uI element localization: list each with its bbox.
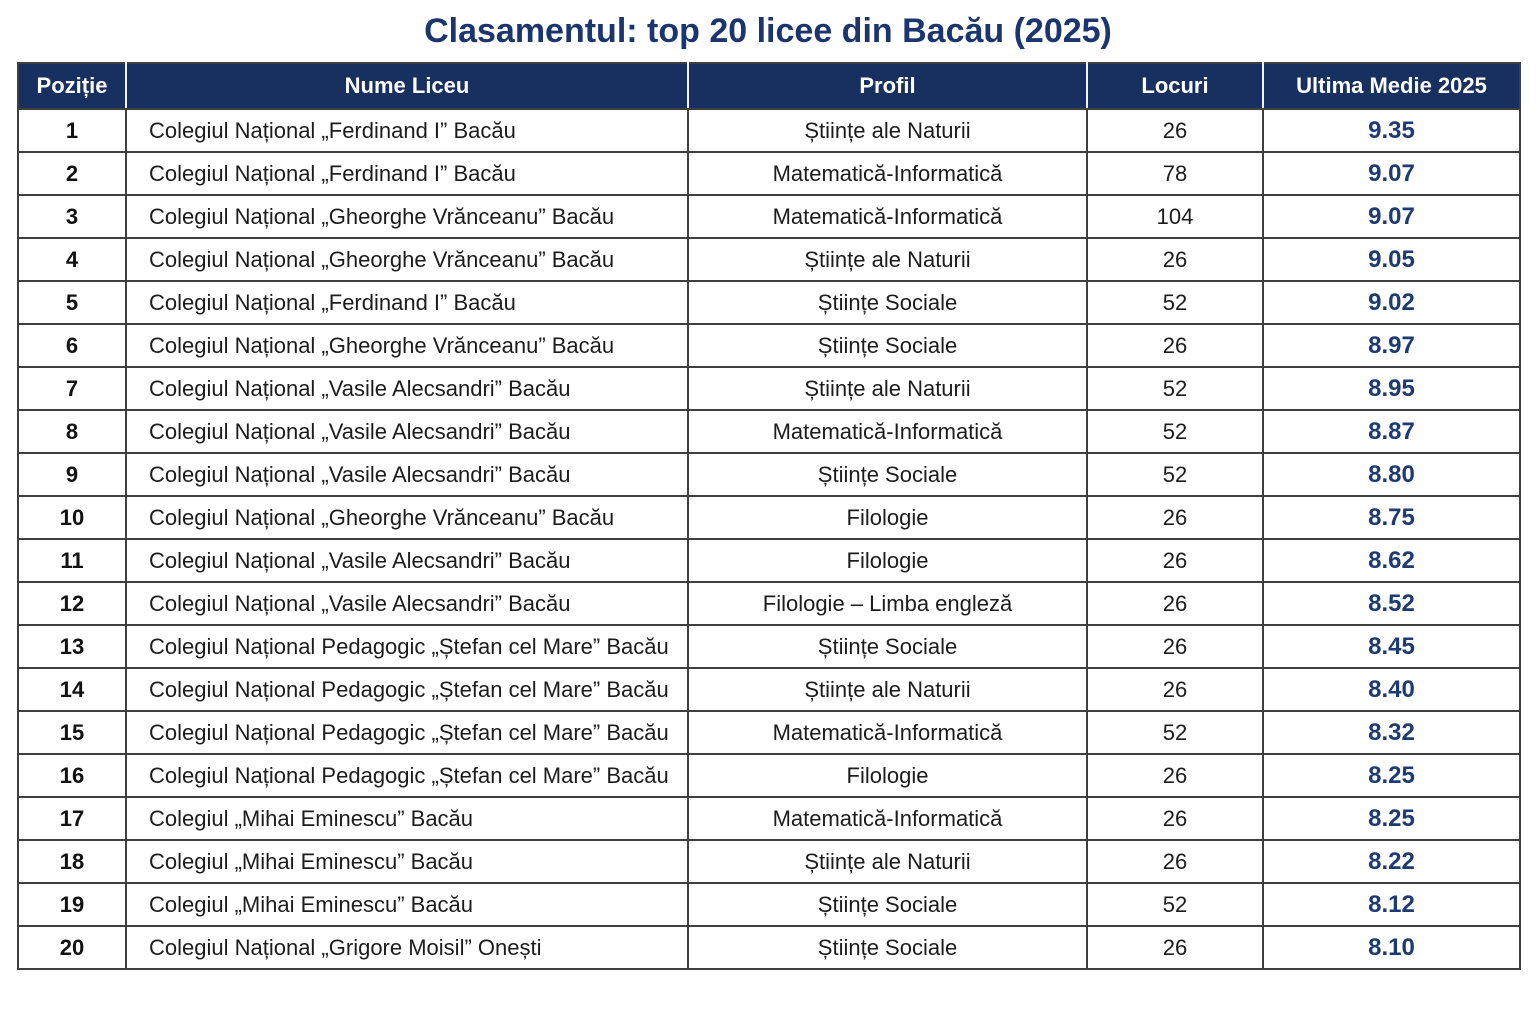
position-cell: 5 <box>18 281 126 324</box>
medie-cell: 8.40 <box>1263 668 1520 711</box>
seats-cell: 26 <box>1087 109 1263 152</box>
position-cell: 11 <box>18 539 126 582</box>
position-cell: 18 <box>18 840 126 883</box>
medie-cell: 9.05 <box>1263 238 1520 281</box>
seats-cell: 52 <box>1087 883 1263 926</box>
profile-cell: Științe ale Naturii <box>688 109 1087 152</box>
school-name-cell: Colegiul Național „Vasile Alecsandri” Bacău <box>126 539 688 582</box>
medie-cell: 8.45 <box>1263 625 1520 668</box>
profile-cell: Filologie <box>688 539 1087 582</box>
seats-cell: 52 <box>1087 281 1263 324</box>
table-row <box>18 883 1520 926</box>
seats-cell: 26 <box>1087 668 1263 711</box>
school-name-cell: Colegiul Național „Vasile Alecsandri” Bacău <box>126 453 688 496</box>
medie-cell: 8.95 <box>1263 367 1520 410</box>
position-cell: 3 <box>18 195 126 238</box>
medie-cell: 8.80 <box>1263 453 1520 496</box>
medie-cell: 8.25 <box>1263 754 1520 797</box>
table-row <box>18 195 1520 238</box>
table-row <box>18 367 1520 410</box>
profile-cell: Filologie <box>688 496 1087 539</box>
profile-cell: Științe ale Naturii <box>688 367 1087 410</box>
seats-cell: 26 <box>1087 625 1263 668</box>
table-row <box>18 582 1520 625</box>
medie-cell: 8.32 <box>1263 711 1520 754</box>
table-row <box>18 109 1520 152</box>
seats-cell: 26 <box>1087 238 1263 281</box>
table-row <box>18 410 1520 453</box>
medie-cell: 8.25 <box>1263 797 1520 840</box>
column-header-pozitie: Poziție <box>18 63 126 109</box>
profile-cell: Matematică-Informatică <box>688 410 1087 453</box>
medie-cell: 9.07 <box>1263 195 1520 238</box>
profile-cell: Filologie – Limba engleză <box>688 582 1087 625</box>
profile-cell: Științe Sociale <box>688 281 1087 324</box>
seats-cell: 52 <box>1087 410 1263 453</box>
position-cell: 14 <box>18 668 126 711</box>
position-cell: 1 <box>18 109 126 152</box>
profile-cell: Matematică-Informatică <box>688 711 1087 754</box>
table-row <box>18 238 1520 281</box>
school-name-cell: Colegiul Național „Ferdinand I” Bacău <box>126 109 688 152</box>
school-name-cell: Colegiul Național Pedagogic „Ștefan cel Mare” Bacău <box>126 668 688 711</box>
seats-cell: 26 <box>1087 496 1263 539</box>
column-header-locuri: Locuri <box>1087 63 1263 109</box>
position-cell: 7 <box>18 367 126 410</box>
position-cell: 15 <box>18 711 126 754</box>
medie-cell: 8.87 <box>1263 410 1520 453</box>
position-cell: 20 <box>18 926 126 969</box>
profile-cell: Științe Sociale <box>688 625 1087 668</box>
page-title: Clasamentul: top 20 licee din Bacău (2025) <box>424 12 1112 50</box>
school-name-cell: Colegiul Național Pedagogic „Ștefan cel Mare” Bacău <box>126 711 688 754</box>
medie-cell: 8.75 <box>1263 496 1520 539</box>
table-row <box>18 539 1520 582</box>
medie-cell: 9.07 <box>1263 152 1520 195</box>
table-row <box>18 453 1520 496</box>
seats-cell: 78 <box>1087 152 1263 195</box>
profile-cell: Matematică-Informatică <box>688 152 1087 195</box>
table-row <box>18 281 1520 324</box>
table-row <box>18 668 1520 711</box>
school-name-cell: Colegiul Național „Vasile Alecsandri” Bacău <box>126 410 688 453</box>
position-cell: 13 <box>18 625 126 668</box>
school-name-cell: Colegiul Național „Ferdinand I” Bacău <box>126 281 688 324</box>
seats-cell: 52 <box>1087 711 1263 754</box>
profile-cell: Științe Sociale <box>688 324 1087 367</box>
table-row <box>18 754 1520 797</box>
seats-cell: 26 <box>1087 926 1263 969</box>
column-header-nume-liceu: Nume Liceu <box>126 63 688 109</box>
medie-cell: 8.10 <box>1263 926 1520 969</box>
profile-cell: Matematică-Informatică <box>688 195 1087 238</box>
medie-cell: 9.35 <box>1263 109 1520 152</box>
profile-cell: Științe Sociale <box>688 453 1087 496</box>
school-name-cell: Colegiul „Mihai Eminescu” Bacău <box>126 840 688 883</box>
position-cell: 19 <box>18 883 126 926</box>
column-header-profil: Profil <box>688 63 1087 109</box>
school-name-cell: Colegiul Național „Ferdinand I” Bacău <box>126 152 688 195</box>
position-cell: 16 <box>18 754 126 797</box>
seats-cell: 26 <box>1087 539 1263 582</box>
seats-cell: 52 <box>1087 367 1263 410</box>
table-row <box>18 324 1520 367</box>
school-name-cell: Colegiul Național „Gheorghe Vrănceanu” Bacău <box>126 238 688 281</box>
column-header-ultima-medie: Ultima Medie 2025 <box>1263 63 1520 109</box>
medie-cell: 8.12 <box>1263 883 1520 926</box>
medie-cell: 8.52 <box>1263 582 1520 625</box>
school-name-cell: Colegiul Național „Vasile Alecsandri” Bacău <box>126 367 688 410</box>
school-name-cell: Colegiul Național „Gheorghe Vrănceanu” Bacău <box>126 496 688 539</box>
school-name-cell: Colegiul Național „Grigore Moisil” Onești <box>126 926 688 969</box>
table-row <box>18 152 1520 195</box>
school-name-cell: Colegiul Național Pedagogic „Ștefan cel Mare” Bacău <box>126 625 688 668</box>
position-cell: 17 <box>18 797 126 840</box>
seats-cell: 52 <box>1087 453 1263 496</box>
table-row <box>18 840 1520 883</box>
table-row <box>18 711 1520 754</box>
profile-cell: Științe Sociale <box>688 883 1087 926</box>
medie-cell: 8.62 <box>1263 539 1520 582</box>
seats-cell: 26 <box>1087 754 1263 797</box>
profile-cell: Științe ale Naturii <box>688 238 1087 281</box>
seats-cell: 26 <box>1087 582 1263 625</box>
position-cell: 10 <box>18 496 126 539</box>
school-name-cell: Colegiul Național Pedagogic „Ștefan cel Mare” Bacău <box>126 754 688 797</box>
school-name-cell: Colegiul „Mihai Eminescu” Bacău <box>126 797 688 840</box>
position-cell: 12 <box>18 582 126 625</box>
seats-cell: 26 <box>1087 324 1263 367</box>
school-name-cell: Colegiul Național „Gheorghe Vrănceanu” Bacău <box>126 324 688 367</box>
school-name-cell: Colegiul Național „Gheorghe Vrănceanu” Bacău <box>126 195 688 238</box>
table-row <box>18 926 1520 969</box>
profile-cell: Științe ale Naturii <box>688 840 1087 883</box>
table-body <box>18 109 1520 969</box>
profile-cell: Științe Sociale <box>688 926 1087 969</box>
medie-cell: 8.22 <box>1263 840 1520 883</box>
seats-cell: 26 <box>1087 840 1263 883</box>
seats-cell: 26 <box>1087 797 1263 840</box>
medie-cell: 9.02 <box>1263 281 1520 324</box>
position-cell: 9 <box>18 453 126 496</box>
position-cell: 4 <box>18 238 126 281</box>
position-cell: 8 <box>18 410 126 453</box>
ranking-table <box>17 62 1521 970</box>
medie-cell: 8.97 <box>1263 324 1520 367</box>
table-row <box>18 797 1520 840</box>
profile-cell: Matematică-Informatică <box>688 797 1087 840</box>
profile-cell: Filologie <box>688 754 1087 797</box>
position-cell: 6 <box>18 324 126 367</box>
school-name-cell: Colegiul „Mihai Eminescu” Bacău <box>126 883 688 926</box>
position-cell: 2 <box>18 152 126 195</box>
header-row <box>18 63 1520 109</box>
table-row <box>18 496 1520 539</box>
school-name-cell: Colegiul Național „Vasile Alecsandri” Bacău <box>126 582 688 625</box>
table-row <box>18 625 1520 668</box>
seats-cell: 104 <box>1087 195 1263 238</box>
profile-cell: Științe ale Naturii <box>688 668 1087 711</box>
